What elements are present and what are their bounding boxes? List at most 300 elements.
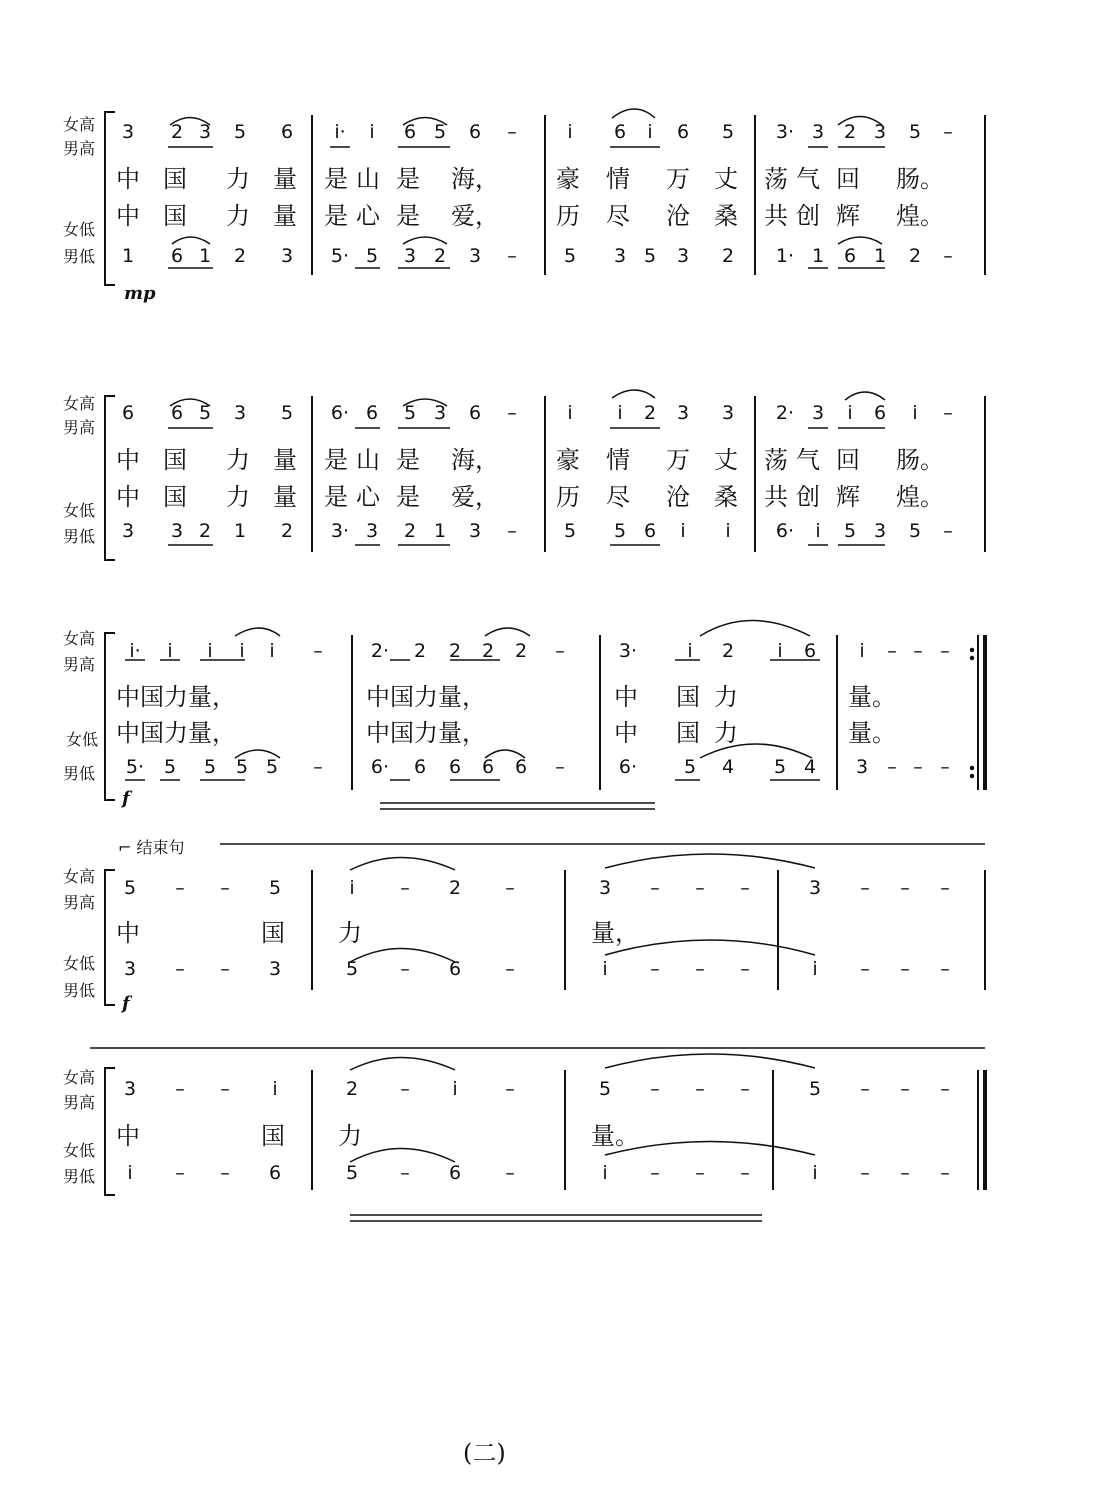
lyric-syllable: 力 <box>714 683 738 711</box>
ending-label: ⌐ 结束句 <box>118 838 185 857</box>
lyric-syllable: 爱， <box>451 483 499 511</box>
note-lower: 5 <box>235 756 249 778</box>
note-lower: 2 <box>433 245 447 267</box>
lyric-syllable: 力 <box>338 919 362 947</box>
note-upper: i <box>859 640 865 662</box>
note-upper: – <box>507 402 517 424</box>
lyric-syllable: 豪 <box>556 165 580 193</box>
note-lower: 6 <box>448 1162 462 1184</box>
note-upper: i <box>912 402 918 424</box>
lyric-syllable: 煌。 <box>896 202 944 230</box>
lyric-syllable: 万 <box>666 165 690 193</box>
lyric-syllable: 历 <box>556 483 580 511</box>
note-lower: 4 <box>721 756 735 778</box>
lyric-syllable: 量 <box>273 446 297 474</box>
note-upper: 5 <box>198 402 212 424</box>
label-soprano: 女高 <box>63 629 96 648</box>
note-upper: 3 <box>433 402 447 424</box>
note-upper: – <box>220 877 230 899</box>
label-bass: 男低 <box>63 247 96 266</box>
lyric-syllable: 中国力量， <box>116 719 236 747</box>
note-upper: – <box>943 402 953 424</box>
note-lower: 6 <box>514 756 528 778</box>
note-lower: 3 <box>121 520 135 542</box>
lyric-syllable: 国 <box>163 202 187 230</box>
note-lower: 5 <box>683 756 697 778</box>
dynamic-marking: f <box>122 993 130 1014</box>
note-upper: – <box>900 877 910 899</box>
lyric-syllable: 中国力量， <box>366 719 486 747</box>
lyric-syllable: 是 <box>324 202 348 230</box>
note-lower: 3 <box>613 245 627 267</box>
note-upper: – <box>940 640 950 662</box>
note-lower: i <box>602 958 608 980</box>
lyric-syllable: 荡 <box>764 165 788 193</box>
note-upper: 6 <box>280 121 294 143</box>
lyric-syllable: 中 <box>116 202 140 230</box>
note-upper: 2 <box>514 640 528 662</box>
lyric-syllable: 量， <box>591 919 639 947</box>
note-upper: i <box>452 1078 458 1100</box>
note-upper: 2 <box>448 877 462 899</box>
note-lower: – <box>943 245 953 267</box>
note-lower: – <box>940 756 950 778</box>
note-upper: 3 <box>123 1078 137 1100</box>
lyric-syllable: 是 <box>396 165 420 193</box>
lyric-syllable: 是 <box>396 446 420 474</box>
lyric-syllable: 力 <box>226 483 250 511</box>
lyric-syllable: 力 <box>226 165 250 193</box>
note-lower: 6· <box>618 756 638 778</box>
label-alto: 女低 <box>63 1141 96 1160</box>
note-upper: – <box>505 877 515 899</box>
note-upper: – <box>220 1078 230 1100</box>
lyric-syllable: 辉 <box>836 483 860 511</box>
note-upper: 3· <box>775 121 795 143</box>
note-upper: 6 <box>676 121 690 143</box>
note-upper: i <box>269 640 275 662</box>
note-upper: – <box>505 1078 515 1100</box>
note-upper: – <box>940 1078 950 1100</box>
note-lower: – <box>175 1162 185 1184</box>
note-upper: 3· <box>618 640 638 662</box>
note-upper: 3 <box>233 402 247 424</box>
lyric-syllable: 量。 <box>591 1122 639 1150</box>
note-upper: – <box>740 1078 750 1100</box>
note-lower: 1 <box>811 245 825 267</box>
note-lower: 3 <box>676 245 690 267</box>
label-tenor: 男高 <box>63 418 96 437</box>
lyric-syllable: 中国力量， <box>366 683 486 711</box>
label-bass: 男低 <box>63 764 96 783</box>
note-lower: – <box>695 1162 705 1184</box>
lyric-syllable: 气 <box>796 165 820 193</box>
lyric-syllable: 爱， <box>451 202 499 230</box>
note-lower: 2 <box>403 520 417 542</box>
note-upper: 2 <box>413 640 427 662</box>
note-lower: i <box>127 1162 133 1184</box>
note-upper: 5 <box>280 402 294 424</box>
note-lower: – <box>505 958 515 980</box>
note-lower: 5· <box>125 756 145 778</box>
note-upper: 3 <box>808 877 822 899</box>
lyric-syllable: 国 <box>676 683 700 711</box>
lyric-syllable: 量 <box>273 202 297 230</box>
note-lower: 1 <box>121 245 135 267</box>
note-upper: – <box>313 640 323 662</box>
note-upper: 6 <box>403 121 417 143</box>
note-lower: 3 <box>873 520 887 542</box>
note-upper: 2· <box>775 402 795 424</box>
label-tenor: 男高 <box>63 139 96 158</box>
note-lower: – <box>740 958 750 980</box>
note-lower: – <box>943 520 953 542</box>
lyric-syllable: 国 <box>261 1122 285 1150</box>
note-lower: i <box>815 520 821 542</box>
lyric-syllable: 山 <box>356 446 380 474</box>
label-bass: 男低 <box>63 981 96 1000</box>
note-lower: 5 <box>613 520 627 542</box>
note-upper: i <box>647 121 653 143</box>
note-lower: 5 <box>345 1162 359 1184</box>
note-upper: 6 <box>613 121 627 143</box>
note-lower: 6 <box>448 958 462 980</box>
note-lower: – <box>400 958 410 980</box>
lyric-syllable: 万 <box>666 446 690 474</box>
lyric-syllable: 国 <box>163 446 187 474</box>
label-soprano: 女高 <box>63 1068 96 1087</box>
lyric-syllable: 中 <box>614 683 638 711</box>
label-tenor: 男高 <box>63 893 96 912</box>
note-upper: 5 <box>233 121 247 143</box>
note-upper: – <box>887 640 897 662</box>
lyric-syllable: 创 <box>796 483 820 511</box>
lyric-syllable: 海， <box>451 446 499 474</box>
note-lower: 1· <box>775 245 795 267</box>
lyric-syllable: 力 <box>714 719 738 747</box>
note-lower: 3 <box>365 520 379 542</box>
label-alto: 女低 <box>66 730 99 749</box>
note-lower: 6 <box>413 756 427 778</box>
lyric-syllable: 是 <box>396 483 420 511</box>
lyric-syllable: 回 <box>836 165 860 193</box>
note-lower: i <box>680 520 686 542</box>
note-upper: 6 <box>803 640 817 662</box>
note-lower: – <box>507 520 517 542</box>
note-lower: – <box>555 756 565 778</box>
note-upper: 3 <box>198 121 212 143</box>
note-lower: 3 <box>280 245 294 267</box>
note-lower: – <box>220 958 230 980</box>
note-upper: 5 <box>433 121 447 143</box>
note-lower: 1 <box>433 520 447 542</box>
note-upper: 5 <box>721 121 735 143</box>
lyric-syllable: 历 <box>556 202 580 230</box>
lyric-syllable: 共 <box>764 202 788 230</box>
note-lower: 5 <box>365 245 379 267</box>
note-upper: 3 <box>121 121 135 143</box>
note-lower: – <box>740 1162 750 1184</box>
note-upper: i <box>167 640 173 662</box>
note-lower: i <box>812 958 818 980</box>
note-lower: 6 <box>448 756 462 778</box>
note-upper: – <box>695 1078 705 1100</box>
note-upper: 3 <box>811 402 825 424</box>
note-upper: 6 <box>365 402 379 424</box>
note-lower: – <box>507 245 517 267</box>
lyric-syllable: 心 <box>356 483 380 511</box>
lyric-syllable: 国 <box>163 165 187 193</box>
note-upper: – <box>943 121 953 143</box>
note-lower: 2 <box>721 245 735 267</box>
note-upper: 3 <box>873 121 887 143</box>
note-lower: 1 <box>198 245 212 267</box>
note-upper: i <box>272 1078 278 1100</box>
note-lower: – <box>650 1162 660 1184</box>
note-upper: 2 <box>345 1078 359 1100</box>
lyric-syllable: 量 <box>273 165 297 193</box>
lyric-syllable: 情 <box>606 165 630 193</box>
note-upper: – <box>555 640 565 662</box>
note-upper: – <box>740 877 750 899</box>
note-lower: 3 <box>855 756 869 778</box>
note-lower: – <box>860 1162 870 1184</box>
note-lower: 6· <box>370 756 390 778</box>
note-lower: 2 <box>198 520 212 542</box>
lyric-syllable: 量 <box>273 483 297 511</box>
lyric-syllable: 国 <box>163 483 187 511</box>
lyric-syllable: 荡 <box>764 446 788 474</box>
note-lower: – <box>940 958 950 980</box>
note-lower: 5 <box>643 245 657 267</box>
note-upper: 3 <box>676 402 690 424</box>
lyric-syllable: 丈 <box>714 446 738 474</box>
label-soprano: 女高 <box>63 867 96 886</box>
note-upper: 2 <box>481 640 495 662</box>
note-lower: 6 <box>643 520 657 542</box>
note-lower: – <box>900 958 910 980</box>
note-lower: i <box>602 1162 608 1184</box>
note-upper: – <box>940 877 950 899</box>
note-upper: 2 <box>721 640 735 662</box>
note-upper: 5 <box>123 877 137 899</box>
lyric-syllable: 中国力量， <box>116 683 236 711</box>
note-lower: – <box>313 756 323 778</box>
note-lower: – <box>650 958 660 980</box>
note-upper: i <box>777 640 783 662</box>
note-upper: – <box>400 877 410 899</box>
lyric-syllable: 肠。 <box>896 446 944 474</box>
label-soprano: 女高 <box>63 115 96 134</box>
note-lower: 3 <box>268 958 282 980</box>
note-upper: i· <box>129 640 141 662</box>
label-tenor: 男高 <box>63 655 96 674</box>
note-lower: 3 <box>468 245 482 267</box>
note-upper: i <box>207 640 213 662</box>
note-lower: 5 <box>563 520 577 542</box>
note-lower: – <box>913 756 923 778</box>
note-upper: i <box>369 121 375 143</box>
lyric-syllable: 中 <box>116 1122 140 1150</box>
note-lower: 1 <box>233 520 247 542</box>
lyric-syllable: 丈 <box>714 165 738 193</box>
lyric-syllable: 豪 <box>556 446 580 474</box>
note-upper: i <box>567 121 573 143</box>
note-upper: 2 <box>843 121 857 143</box>
label-tenor: 男高 <box>63 1093 96 1112</box>
lyric-syllable: 力 <box>226 446 250 474</box>
lyric-syllable: 中 <box>614 719 638 747</box>
lyric-syllable: 桑 <box>714 202 738 230</box>
lyric-syllable: 气 <box>796 446 820 474</box>
note-lower: 3 <box>468 520 482 542</box>
label-alto: 女低 <box>63 220 96 239</box>
lyric-syllable: 海， <box>451 165 499 193</box>
note-lower: 5 <box>773 756 787 778</box>
note-upper: 2 <box>170 121 184 143</box>
note-lower: 2 <box>908 245 922 267</box>
lyric-syllable: 中 <box>116 919 140 947</box>
note-upper: – <box>175 877 185 899</box>
note-upper: 5 <box>598 1078 612 1100</box>
note-upper: 5 <box>268 877 282 899</box>
note-upper: – <box>913 640 923 662</box>
note-upper: 6 <box>121 402 135 424</box>
label-soprano: 女高 <box>63 394 96 413</box>
dynamic-marking: mp <box>124 283 156 304</box>
note-upper: i <box>687 640 693 662</box>
note-upper: – <box>860 877 870 899</box>
lyric-syllable: 国 <box>261 919 285 947</box>
label-alto: 女低 <box>63 954 96 973</box>
lyric-syllable: 尽 <box>606 483 630 511</box>
label-bass: 男低 <box>63 1167 96 1186</box>
lyric-syllable: 中 <box>116 446 140 474</box>
note-lower: 5 <box>843 520 857 542</box>
lyric-syllable: 力 <box>338 1122 362 1150</box>
lyric-syllable: 山 <box>356 165 380 193</box>
note-lower: – <box>175 958 185 980</box>
lyric-syllable: 中 <box>116 483 140 511</box>
lyric-syllable: 辉 <box>836 202 860 230</box>
note-lower: 5 <box>163 756 177 778</box>
lyric-syllable: 力 <box>226 202 250 230</box>
note-lower: 6 <box>843 245 857 267</box>
note-lower: 6 <box>170 245 184 267</box>
note-upper: i· <box>334 121 346 143</box>
ending-text: 结束句 <box>136 838 185 857</box>
lyric-syllable: 尽 <box>606 202 630 230</box>
lyric-syllable: 国 <box>676 719 700 747</box>
note-lower: 3 <box>403 245 417 267</box>
label-alto: 女低 <box>63 501 96 520</box>
note-upper: 3 <box>598 877 612 899</box>
dynamic-marking: f <box>122 788 130 809</box>
lyric-syllable: 情 <box>606 446 630 474</box>
note-upper: – <box>650 1078 660 1100</box>
note-lower: 1 <box>873 245 887 267</box>
note-lower: – <box>860 958 870 980</box>
lyric-syllable: 是 <box>324 483 348 511</box>
note-upper: 6 <box>468 121 482 143</box>
note-upper: – <box>175 1078 185 1100</box>
note-upper: i <box>349 877 355 899</box>
note-upper: – <box>400 1078 410 1100</box>
lyric-syllable: 共 <box>764 483 788 511</box>
page-number: (二) <box>463 1439 506 1467</box>
lyric-syllable: 创 <box>796 202 820 230</box>
note-upper: 6 <box>873 402 887 424</box>
note-lower: – <box>900 1162 910 1184</box>
note-upper: 5 <box>808 1078 822 1100</box>
note-lower: i <box>812 1162 818 1184</box>
note-lower: 2 <box>280 520 294 542</box>
note-upper: 3 <box>811 121 825 143</box>
lyric-syllable: 是 <box>396 202 420 230</box>
lyric-syllable: 桑 <box>714 483 738 511</box>
note-upper: i <box>617 402 623 424</box>
note-lower: 5· <box>330 245 350 267</box>
lyric-syllable: 沧 <box>666 202 690 230</box>
note-upper: 6· <box>330 402 350 424</box>
lyric-syllable: 肠。 <box>896 165 944 193</box>
note-upper: – <box>900 1078 910 1100</box>
note-upper: i <box>847 402 853 424</box>
note-lower: 3 <box>170 520 184 542</box>
note-lower: – <box>695 958 705 980</box>
note-lower: – <box>505 1162 515 1184</box>
lyric-syllable: 是 <box>324 446 348 474</box>
note-lower: 4 <box>803 756 817 778</box>
note-upper: – <box>507 121 517 143</box>
note-lower: 5 <box>908 520 922 542</box>
note-upper: 6 <box>170 402 184 424</box>
note-lower: i <box>725 520 731 542</box>
note-upper: – <box>695 877 705 899</box>
note-upper: 2 <box>643 402 657 424</box>
note-lower: – <box>887 756 897 778</box>
note-lower: 6· <box>775 520 795 542</box>
note-lower: 3· <box>330 520 350 542</box>
note-lower: 6 <box>481 756 495 778</box>
note-upper: 6 <box>468 402 482 424</box>
note-lower: 5 <box>345 958 359 980</box>
note-upper: 2 <box>448 640 462 662</box>
note-lower: 5 <box>563 245 577 267</box>
note-lower: 6 <box>268 1162 282 1184</box>
note-upper: i <box>567 402 573 424</box>
note-lower: 5 <box>203 756 217 778</box>
note-lower: 3 <box>123 958 137 980</box>
note-lower: – <box>400 1162 410 1184</box>
lyric-syllable: 是 <box>324 165 348 193</box>
lyric-syllable: 心 <box>356 202 380 230</box>
lyric-syllable: 中 <box>116 165 140 193</box>
note-upper: 3 <box>721 402 735 424</box>
lyric-syllable: 量。 <box>848 683 896 711</box>
lyric-syllable: 回 <box>836 446 860 474</box>
note-upper: – <box>650 877 660 899</box>
note-upper: 5 <box>403 402 417 424</box>
note-lower: – <box>940 1162 950 1184</box>
lyric-syllable: 量。 <box>848 719 896 747</box>
note-upper: 2· <box>370 640 390 662</box>
note-lower: 2 <box>233 245 247 267</box>
note-upper: i <box>239 640 245 662</box>
lyric-syllable: 沧 <box>666 483 690 511</box>
label-bass: 男低 <box>63 527 96 546</box>
note-upper: 5 <box>908 121 922 143</box>
